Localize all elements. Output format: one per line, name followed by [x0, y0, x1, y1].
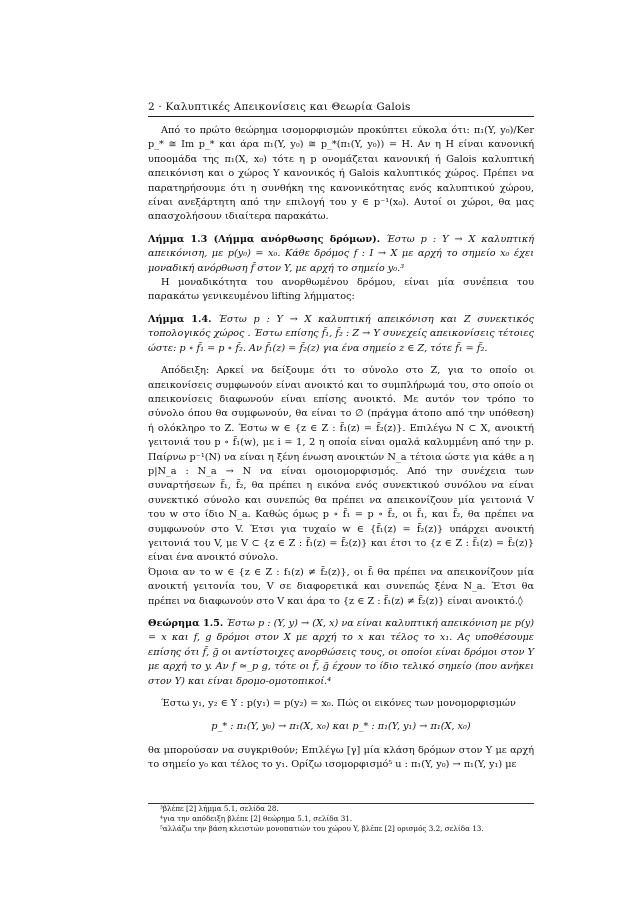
display-equation: p_* : π₁(Y, y₀) → π₁(X, x₀) και p_* : π₁(Y, y₁) → π₁(X, x₀)	[211, 721, 471, 733]
footnote-4: ⁴για την απόδειξη βλέπε [2] θεώρημα 5.1, σελίδα 31.	[160, 814, 353, 824]
proof-lemma-1-4-continued: Όμοια αν το w ∈ {z ∈ Z : f₁(z) ≠ f̃₂(z)}, οι f̃ᵢ θα πρέπει να απεικονίζουν μία ανοικτή γειτονία του, V σε διαφορετικά και συνεπώς ξένα N_a. Έτσι θα πρέπει να διαφωνούν στο V και άρα το {z ∈ Z : f̃₁(z) ≠ f̃₂(z)} είναι ανοικτό.◊	[148, 566, 534, 607]
lemma-1-3-heading: Λήμμα 1.3 (Λήμμα ανόρθωσης δρόμων).	[148, 233, 381, 245]
footnote-5: ⁵αλλάζω την βάση κλειστών μονοπατιών του χώρου Y, βλέπε [2] ορισμός 3.2, σελίδα 13.	[160, 824, 484, 834]
proof-lemma-1-4: Απόδειξη: Αρκεί να δείξουμε ότι το σύνολο στο Z, για το οποίο οι απεικονίσεις συμφωνούν είναι ανοικτό και το συμπλήρωμά του, στο οποίο οι απεικονίσεις διαφωνούν είναι επίσης ανοικτό. Με αυτόν τον τρόπο το σύνολο όπου θα συμφωνούν, θα είναι το ∅ (πράγμα άτοπο από την υπόθεση) ή ολόκληρο το Z. Έστω w ∈ {z ∈ Z : f̃₁(z) = f̃₂(z)}. Επιλέγω N ⊂ X, ανοικτή γειτονιά του p ∘ f̃₁(w), με i = 1, 2 η οποία είναι ομαλά καλυμμένη από την p. Παίρνω p⁻¹(N) να είναι η ξένη ένωση ανοικτών N_a τέτοια ώστε για κάθε a η p|N_a : N_a → N να είναι ομοιομορφισμός. Από την συνέχεια των συναρτήσεων f̃₁, f̃₂, θα πρέπει η εικόνα ενός συνεκτικού συνόλου να είναι συνεκτικό σύνολο και συνεπώς θα πρέπει να απεικονίζουν μία γειτονιά V του w στο ίδιο N_a. Καθώς όμως p ∘ f̃₁ = p ∘ f̃₂, οι f̃₁, και f̃₂, θα πρέπει να συμφωνούν στο V. Έτσι για τυχαίο w ∈ {f̃₁(z) = f̃₂(z)} υπάρχει ανοικτή γειτονιά του V, με V ⊂ {z ∈ Z : f̃₁(z) = f̃₂(z)} και έτσι το {z ∈ Z : f̃₁(z) = f̃₂(z)} είναι ένα ανοικτό σύνολο.	[148, 365, 534, 564]
lemma-1-4-statement: Έστω p : Y → X καλυπτική απεικόνιση και Z συνεκτικός τοπολογικός χώρος . Έστω επίσης f̃₁, f̃₂ : Z → Y συνεχείς απεικονίσεις τέτοιες ώστε: p ∘ f̃₁ = p ∘ f̃₂. Αν f̃₁(z) = f̃₂(z) για ένα σημείο z ∈ Z, τότε f̃₁ = f̃₂.	[148, 313, 534, 354]
theorem-1-5	[148, 617, 534, 689]
paragraph-uniqueness: Η μοναδικότητα του ανορθωμένου δρόμου, είναι μία συνέπεια του παρακάτω γενικευμένου lifting λήμματος:	[148, 277, 534, 303]
lemma-1-3	[148, 233, 534, 276]
running-header: 2 · Καλυπτικές Απεικονίσεις και Θεωρία Galois	[148, 101, 534, 117]
page-body	[148, 124, 534, 773]
paragraph-normal-covering: Από το πρώτο θεώρημα ισομορφισμών προκύπτει εύκολα ότι: π₁(Y, y₀)/Ker p_* ≅ Im p_* και άρα π₁(Y, y₀) ≅ p_*(π₁(Y, y₀)) = H. Αν η H είναι κανονική υποομάδα της π₁(X, x₀) τότε η p ονομάζεται κανονική ή Galois καλυπτική απεικόνιση και ο χώρος Y κανονικός ή Galois καλυπτικός χώρος. Πρέπει να παρατηρήσουμε ότι η συνθήκη της κανονικότητας ενός καλυπτικού χώρου, είναι ανεξάρτητη από την επιλογή του y ∈ p⁻¹(x₀). Αυτοί οι χώροι, θα μας απασχολήσουν ιδιαίτερα παρακάτω.	[148, 125, 534, 223]
theorem-1-5-heading: Θεώρημα 1.5.	[148, 618, 224, 629]
footnote-3: ³βλέπε [2] λήμμα 5.1, σελίδα 28.	[160, 804, 279, 813]
paragraph-monomorphisms: Έστω y₁, y₂ ∈ Y : p(y₁) = p(y₂) = x₀. Πώς οι εικόνες των μονομορφισμών	[161, 698, 516, 710]
lemma-1-4	[148, 313, 534, 356]
footnotes	[148, 803, 534, 835]
paragraph-isomorphism: θα μπορούσαν να συγκριθούν; Επιλέγω [γ] μία κλάση δρόμων στον Y με αρχή το σημείο y₀ και τέλος το y₁. Ορίζω ισομορφισμό⁵ u : π₁(Y, y₀) → π₁(Y, y₁) με	[148, 744, 534, 771]
lemma-1-4-heading: Λήμμα 1.4.	[148, 313, 212, 325]
theorem-1-5-statement: Έστω p : (Y, y) → (X, x) να είναι καλυπτική απεικόνιση με p(y) = x και f, g δρόμοι στον X με αρχή το x και τέλος το x₁. Ας υποθέσουμε επίσης ότι f̃, g̃ οι αντίστοιχες ανορθώσεις τους, οι οποίοι είναι δρόμοι στον Y με αρχή το y. Αν f ≃_p g, τότε οι f̃, g̃ έχουν το ίδιο τελικό σημείο (που ανήκει στον Y) και είναι δρομο-ομοτοπικοί.⁴	[148, 618, 534, 687]
lemma-1-3-statement: Έστω p : Y → X καλυπτική απεικόνιση, με p(y₀) = x₀. Κάθε δρόμος f : I → X με αρχή το σημείο x₀ έχει μοναδική ανόρθωση f̃ στον Y, με αρχή το σημείο y₀.³	[148, 233, 534, 274]
